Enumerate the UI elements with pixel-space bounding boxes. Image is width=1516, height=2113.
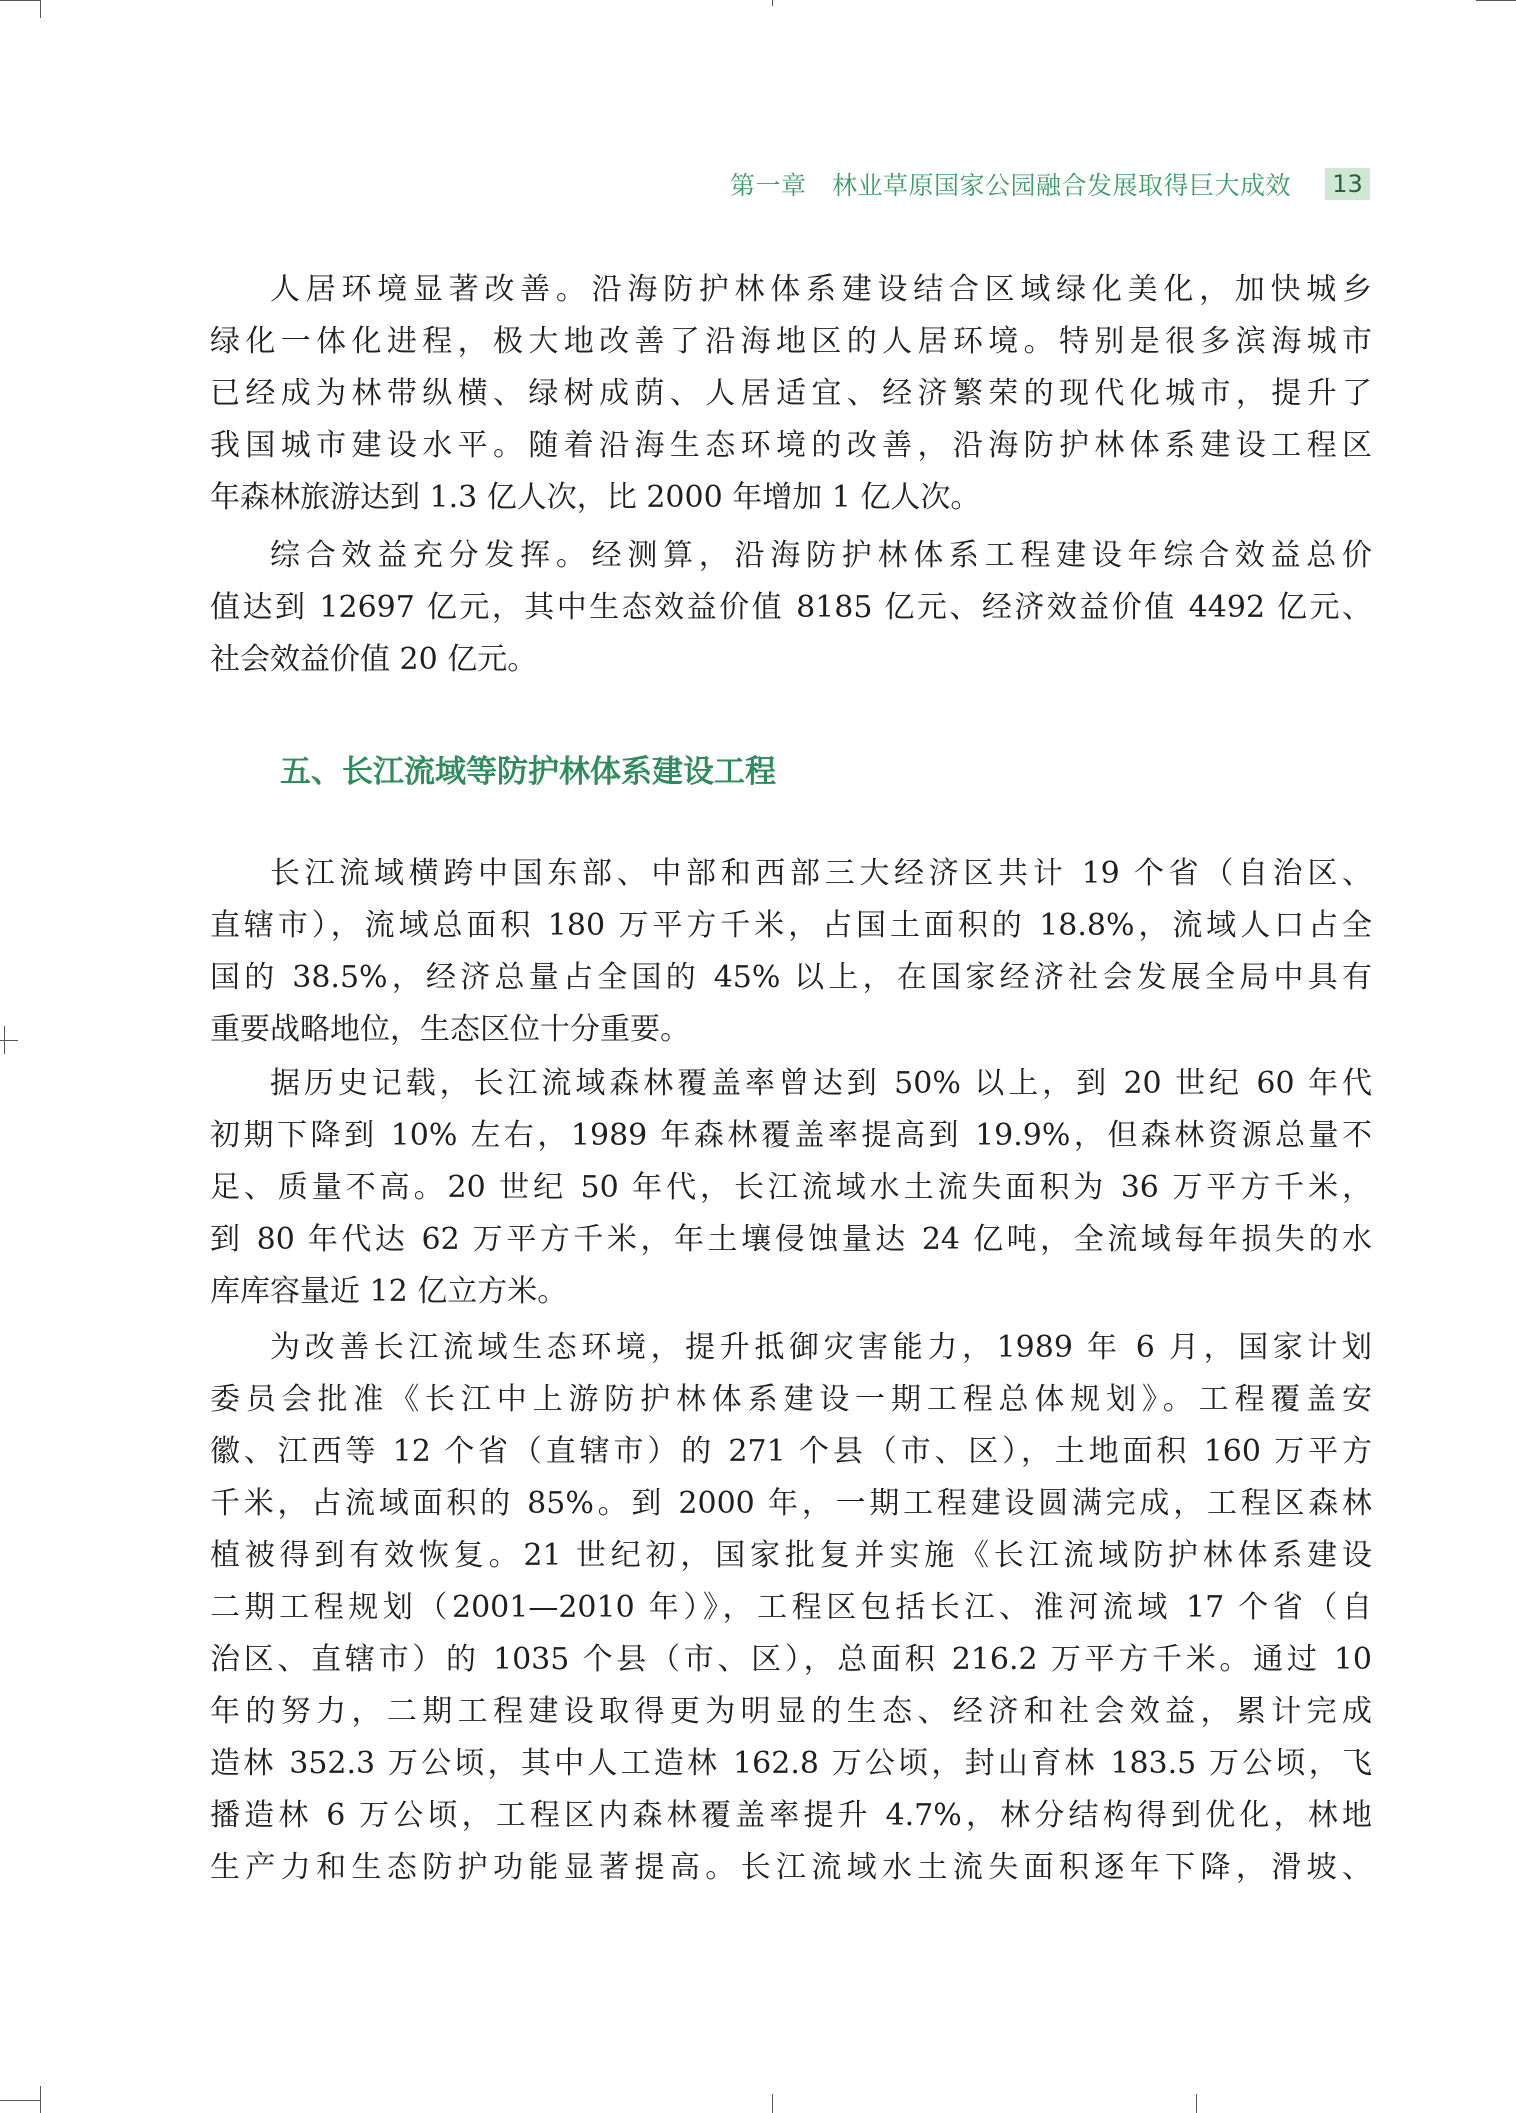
text-line: 长江流域横跨中国东部、中部和西部三大经济区共计 19 个省（自治区、	[270, 856, 1372, 891]
text-line: 综合效益充分发挥。经测算，沿海防护林体系工程建设年综合效益总价	[270, 538, 1372, 573]
paragraph	[210, 264, 1372, 524]
crop-mark	[0, 2100, 40, 2101]
text-line: 绿化一体化进程，极大地改善了沿海地区的人居环境。特别是很多滨海城市	[210, 324, 1372, 359]
text-line: 初期下降到 10% 左右，1989 年森林覆盖率提高到 19.9%，但森林资源总量不	[210, 1118, 1372, 1153]
crop-mark	[0, 0, 40, 1]
crop-mark	[1476, 0, 1516, 1]
running-header	[730, 166, 1370, 202]
text-line: 直辖市），流域总面积 180 万平方千米，占国土面积的 18.8%，流域人口占全	[210, 908, 1372, 943]
text-line: 我国城市建设水平。随着沿海生态环境的改善，沿海防护林体系建设工程区	[210, 428, 1372, 463]
text-line: 已经成为林带纵横、绿树成荫、人居适宜、经济繁荣的现代化城市，提升了	[210, 376, 1372, 411]
text-line: 库库容量近 12 亿立方米。	[210, 1274, 568, 1309]
crop-mark	[40, 2086, 41, 2113]
text-line: 年森林旅游达到 1.3 亿人次，比 2000 年增加 1 亿人次。	[210, 480, 981, 515]
crop-mark	[772, 2094, 773, 2113]
text-line: 足、质量不高。20 世纪 50 年代，长江流域水土流失面积为 36 万平方千米，	[210, 1170, 1372, 1205]
text-line: 委员会批准《长江中上游防护林体系建设一期工程总体规划》。工程覆盖安	[210, 1382, 1372, 1417]
chapter-title: 第一章 林业草原国家公园融合发展取得巨大成效	[730, 171, 1292, 200]
section-heading: 五、长江流域等防护林体系建设工程	[280, 754, 776, 790]
crop-mark	[40, 0, 41, 18]
text-line: 造林 352.3 万公顷，其中人工造林 162.8 万公顷，封山育林 183.5 万公顷，飞	[210, 1746, 1372, 1781]
text-line: 徽、江西等 12 个省（直辖市）的 271 个县（市、区），土地面积 160 万平方	[210, 1434, 1372, 1469]
crop-mark	[772, 0, 773, 6]
text-line: 为改善长江流域生态环境，提升抵御灾害能力，1989 年 6 月，国家计划	[270, 1330, 1372, 1365]
crop-mark	[0, 1040, 18, 1041]
text-line: 播造林 6 万公顷，工程区内森林覆盖率提升 4.7%，林分结构得到优化，林地	[210, 1798, 1372, 1833]
text-line: 人居环境显著改善。沿海防护林体系建设结合区域绿化美化，加快城乡	[270, 272, 1372, 307]
crop-mark	[1196, 2094, 1197, 2113]
paragraph	[210, 1058, 1372, 1318]
text-line: 重要战略地位，生态区位十分重要。	[210, 1012, 690, 1047]
text-line: 植被得到有效恢复。21 世纪初，国家批复并实施《长江流域防护林体系建设	[210, 1538, 1372, 1573]
text-line: 据历史记载，长江流域森林覆盖率曾达到 50% 以上，到 20 世纪 60 年代	[270, 1066, 1372, 1101]
text-line: 年的努力，二期工程建设取得更为明显的生态、经济和社会效益，累计完成	[210, 1694, 1372, 1729]
text-line: 生产力和生态防护功能显著提高。长江流域水土流失面积逐年下降，滑坡、	[210, 1850, 1372, 1885]
text-line: 国的 38.5%，经济总量占全国的 45% 以上，在国家经济社会发展全局中具有	[210, 960, 1372, 995]
text-line: 社会效益价值 20 亿元。	[210, 642, 538, 677]
text-line: 值达到 12697 亿元，其中生态效益价值 8185 亿元、经济效益价值 4492 亿元、	[210, 590, 1372, 625]
crop-mark	[4, 1026, 5, 1054]
text-line: 到 80 年代达 62 万平方千米，年土壤侵蚀量达 24 亿吨，全流域每年损失的水	[210, 1222, 1372, 1257]
paragraph	[210, 848, 1372, 1056]
text-line: 治区、直辖市）的 1035 个县（市、区），总面积 216.2 万平方千米。通过 10	[210, 1642, 1372, 1677]
text-line: 二期工程规划（2001—2010 年）》，工程区包括长江、淮河流域 17 个省（自	[210, 1590, 1372, 1625]
paragraph	[210, 1322, 1372, 1894]
text-line: 千米，占流域面积的 85%。到 2000 年，一期工程建设圆满完成，工程区森林	[210, 1486, 1372, 1521]
paragraph	[210, 530, 1372, 686]
page-number: 13	[1325, 168, 1370, 200]
